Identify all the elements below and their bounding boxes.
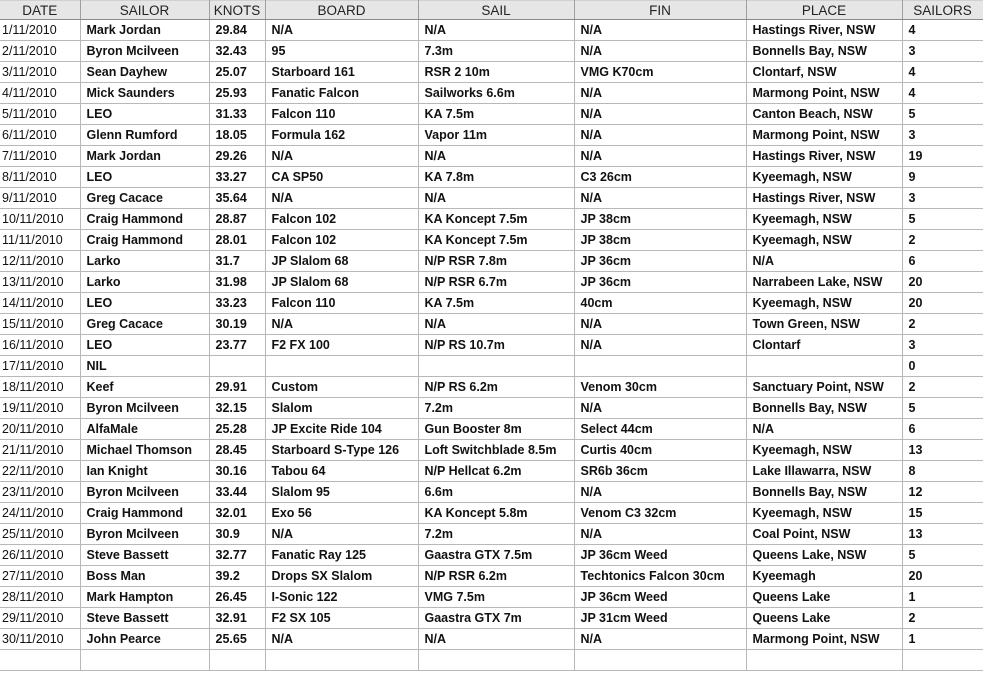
cell-fin[interactable]: N/A [574,398,746,419]
table-row[interactable] [0,209,983,230]
cell-board[interactable]: N/A [265,20,418,41]
table-row[interactable] [0,41,983,62]
cell-sailor[interactable]: Larko [80,251,209,272]
cell-sail[interactable]: N/P RS 10.7m [418,335,574,356]
cell-sailor[interactable]: Sean Dayhew [80,62,209,83]
cell-board[interactable]: Exo 56 [265,503,418,524]
column-header-knots[interactable]: KNOTS [209,1,265,20]
cell-board[interactable]: Slalom 95 [265,482,418,503]
cell-sail[interactable]: 7.2m [418,398,574,419]
cell-board[interactable]: Drops SX Slalom [265,566,418,587]
cell-place[interactable]: Hastings River, NSW [746,20,902,41]
cell-sailors[interactable]: 4 [902,20,983,41]
cell-date[interactable]: 29/11/2010 [0,608,80,629]
cell-board[interactable]: N/A [265,524,418,545]
cell-sailor[interactable]: John Pearce [80,629,209,650]
cell-sailor[interactable]: Keef [80,377,209,398]
cell-fin[interactable]: JP 38cm [574,230,746,251]
cell-sailors[interactable]: 8 [902,461,983,482]
cell-fin[interactable]: C3 26cm [574,167,746,188]
cell-place[interactable]: Town Green, NSW [746,314,902,335]
cell-knots[interactable]: 31.98 [209,272,265,293]
cell-date[interactable]: 15/11/2010 [0,314,80,335]
cell-sailors[interactable]: 3 [902,125,983,146]
cell-sail[interactable]: 6.6m [418,482,574,503]
cell-sail[interactable]: KA Koncept 5.8m [418,503,574,524]
cell-sailor[interactable]: Craig Hammond [80,503,209,524]
cell-knots[interactable]: 30.16 [209,461,265,482]
cell-place[interactable]: Kyeemagh, NSW [746,503,902,524]
empty-cell[interactable] [418,650,574,671]
cell-sail[interactable]: VMG 7.5m [418,587,574,608]
cell-board[interactable]: JP Excite Ride 104 [265,419,418,440]
cell-sail[interactable]: N/A [418,314,574,335]
cell-place[interactable]: Queens Lake [746,608,902,629]
table-row[interactable] [0,293,983,314]
cell-sailor[interactable]: Boss Man [80,566,209,587]
cell-sail[interactable]: KA 7.5m [418,293,574,314]
table-row[interactable] [0,272,983,293]
cell-fin[interactable]: 40cm [574,293,746,314]
cell-sailor[interactable]: Glenn Rumford [80,125,209,146]
cell-board[interactable]: N/A [265,188,418,209]
cell-place[interactable]: Marmong Point, NSW [746,83,902,104]
cell-sailor[interactable]: LEO [80,167,209,188]
column-header-sailor[interactable]: SAILOR [80,1,209,20]
empty-cell[interactable] [209,650,265,671]
cell-sailor[interactable]: AlfaMale [80,419,209,440]
cell-knots[interactable]: 31.33 [209,104,265,125]
cell-board[interactable]: N/A [265,314,418,335]
cell-board[interactable]: Falcon 110 [265,293,418,314]
cell-board[interactable]: Falcon 102 [265,209,418,230]
cell-date[interactable]: 28/11/2010 [0,587,80,608]
cell-sailor[interactable]: Byron Mcilveen [80,482,209,503]
cell-date[interactable]: 9/11/2010 [0,188,80,209]
table-row[interactable] [0,188,983,209]
cell-place[interactable]: Bonnells Bay, NSW [746,482,902,503]
table-row[interactable] [0,419,983,440]
cell-knots[interactable]: 32.15 [209,398,265,419]
cell-board[interactable]: 95 [265,41,418,62]
cell-fin[interactable]: Techtonics Falcon 30cm [574,566,746,587]
empty-cell[interactable] [574,650,746,671]
cell-board[interactable]: JP Slalom 68 [265,272,418,293]
cell-place[interactable]: Canton Beach, NSW [746,104,902,125]
cell-place[interactable]: Marmong Point, NSW [746,125,902,146]
table-row[interactable] [0,356,983,377]
column-header-place[interactable]: PLACE [746,1,902,20]
column-header-board[interactable]: BOARD [265,1,418,20]
cell-date[interactable]: 30/11/2010 [0,629,80,650]
column-header-fin[interactable]: FIN [574,1,746,20]
cell-fin[interactable]: N/A [574,629,746,650]
cell-sail[interactable]: N/A [418,188,574,209]
cell-sail[interactable]: KA 7.5m [418,104,574,125]
cell-place[interactable]: Narrabeen Lake, NSW [746,272,902,293]
cell-date[interactable]: 18/11/2010 [0,377,80,398]
cell-sail[interactable]: Gaastra GTX 7.5m [418,545,574,566]
cell-fin[interactable]: N/A [574,104,746,125]
table-row[interactable] [0,566,983,587]
cell-sailors[interactable]: 6 [902,419,983,440]
cell-board[interactable]: Fanatic Falcon [265,83,418,104]
cell-place[interactable]: Kyeemagh, NSW [746,209,902,230]
cell-sailor[interactable]: Mick Saunders [80,83,209,104]
cell-fin[interactable]: JP 38cm [574,209,746,230]
cell-place[interactable]: Kyeemagh, NSW [746,167,902,188]
cell-sailors[interactable]: 20 [902,272,983,293]
cell-sailor[interactable]: Mark Jordan [80,20,209,41]
empty-cell[interactable] [265,650,418,671]
cell-sail[interactable]: N/A [418,20,574,41]
cell-place[interactable]: Kyeemagh, NSW [746,440,902,461]
cell-fin[interactable]: N/A [574,188,746,209]
cell-sailor[interactable]: LEO [80,293,209,314]
cell-board[interactable] [265,356,418,377]
cell-knots[interactable]: 30.19 [209,314,265,335]
cell-date[interactable]: 26/11/2010 [0,545,80,566]
cell-sailors[interactable]: 3 [902,335,983,356]
cell-place[interactable]: Kyeemagh, NSW [746,230,902,251]
cell-knots[interactable]: 25.07 [209,62,265,83]
table-row[interactable] [0,314,983,335]
cell-knots[interactable]: 32.91 [209,608,265,629]
cell-fin[interactable]: JP 36cm [574,251,746,272]
cell-fin[interactable]: Venom C3 32cm [574,503,746,524]
cell-knots[interactable]: 32.01 [209,503,265,524]
cell-fin[interactable]: Venom 30cm [574,377,746,398]
cell-sailors[interactable]: 1 [902,587,983,608]
cell-place[interactable]: N/A [746,251,902,272]
table-row[interactable] [0,524,983,545]
cell-knots[interactable]: 28.45 [209,440,265,461]
cell-place[interactable]: Bonnells Bay, NSW [746,398,902,419]
cell-fin[interactable]: N/A [574,83,746,104]
cell-sailors[interactable]: 0 [902,356,983,377]
cell-sailors[interactable]: 4 [902,62,983,83]
cell-sailor[interactable]: Greg Cacace [80,314,209,335]
table-row[interactable] [0,587,983,608]
cell-board[interactable]: Formula 162 [265,125,418,146]
cell-date[interactable]: 25/11/2010 [0,524,80,545]
cell-board[interactable]: I-Sonic 122 [265,587,418,608]
cell-sail[interactable] [418,356,574,377]
cell-fin[interactable]: Curtis 40cm [574,440,746,461]
cell-knots[interactable]: 28.87 [209,209,265,230]
cell-place[interactable]: Kyeemagh [746,566,902,587]
cell-board[interactable]: Starboard 161 [265,62,418,83]
cell-place[interactable]: Queens Lake [746,587,902,608]
cell-fin[interactable]: JP 36cm Weed [574,587,746,608]
cell-date[interactable]: 5/11/2010 [0,104,80,125]
cell-sailors[interactable]: 13 [902,524,983,545]
cell-sail[interactable]: N/A [418,146,574,167]
cell-knots[interactable]: 30.9 [209,524,265,545]
cell-sailor[interactable]: Craig Hammond [80,209,209,230]
cell-place[interactable]: Sanctuary Point, NSW [746,377,902,398]
cell-knots[interactable]: 33.44 [209,482,265,503]
table-row[interactable] [0,608,983,629]
cell-sail[interactable]: 7.3m [418,41,574,62]
cell-knots[interactable] [209,356,265,377]
cell-sailor[interactable]: Steve Bassett [80,608,209,629]
cell-knots[interactable]: 33.27 [209,167,265,188]
cell-sailors[interactable]: 5 [902,209,983,230]
cell-sailors[interactable]: 3 [902,188,983,209]
cell-sailor[interactable]: NIL [80,356,209,377]
cell-sailors[interactable]: 2 [902,377,983,398]
cell-date[interactable]: 11/11/2010 [0,230,80,251]
cell-board[interactable]: N/A [265,146,418,167]
cell-fin[interactable]: JP 31cm Weed [574,608,746,629]
cell-knots[interactable]: 31.7 [209,251,265,272]
cell-date[interactable]: 21/11/2010 [0,440,80,461]
empty-cell[interactable] [902,650,983,671]
cell-fin[interactable]: N/A [574,20,746,41]
cell-place[interactable]: Kyeemagh, NSW [746,293,902,314]
cell-sailor[interactable]: Greg Cacace [80,188,209,209]
cell-sailors[interactable]: 5 [902,398,983,419]
cell-fin[interactable] [574,356,746,377]
cell-date[interactable]: 12/11/2010 [0,251,80,272]
cell-sailors[interactable]: 4 [902,83,983,104]
cell-date[interactable]: 27/11/2010 [0,566,80,587]
table-row[interactable] [0,335,983,356]
cell-sail[interactable]: Sailworks 6.6m [418,83,574,104]
cell-board[interactable]: F2 FX 100 [265,335,418,356]
table-row[interactable] [0,104,983,125]
cell-knots[interactable]: 35.64 [209,188,265,209]
table-row[interactable] [0,230,983,251]
cell-sailors[interactable]: 9 [902,167,983,188]
cell-board[interactable]: Slalom [265,398,418,419]
table-row[interactable] [0,629,983,650]
cell-board[interactable]: N/A [265,629,418,650]
table-row[interactable] [0,20,983,41]
column-header-sail[interactable]: SAIL [418,1,574,20]
cell-fin[interactable]: N/A [574,41,746,62]
cell-place[interactable]: N/A [746,419,902,440]
cell-board[interactable]: Fanatic Ray 125 [265,545,418,566]
cell-place[interactable]: Bonnells Bay, NSW [746,41,902,62]
cell-place[interactable]: Clontarf [746,335,902,356]
cell-sail[interactable]: KA 7.8m [418,167,574,188]
cell-sailor[interactable]: Mark Jordan [80,146,209,167]
cell-knots[interactable]: 29.91 [209,377,265,398]
cell-date[interactable]: 14/11/2010 [0,293,80,314]
cell-fin[interactable]: JP 36cm [574,272,746,293]
table-row[interactable] [0,251,983,272]
table-row[interactable] [0,62,983,83]
cell-date[interactable]: 7/11/2010 [0,146,80,167]
cell-sail[interactable]: 7.2m [418,524,574,545]
cell-knots[interactable]: 25.93 [209,83,265,104]
cell-place[interactable]: Marmong Point, NSW [746,629,902,650]
table-row[interactable] [0,146,983,167]
cell-sailors[interactable]: 5 [902,104,983,125]
cell-fin[interactable]: JP 36cm Weed [574,545,746,566]
cell-sail[interactable]: Vapor 11m [418,125,574,146]
cell-date[interactable]: 19/11/2010 [0,398,80,419]
cell-board[interactable]: Falcon 110 [265,104,418,125]
cell-board[interactable]: Falcon 102 [265,230,418,251]
cell-knots[interactable]: 25.65 [209,629,265,650]
cell-sailors[interactable]: 20 [902,566,983,587]
cell-sailor[interactable]: LEO [80,104,209,125]
cell-knots[interactable]: 32.77 [209,545,265,566]
cell-knots[interactable]: 32.43 [209,41,265,62]
header-row [0,1,983,20]
cell-sailors[interactable]: 13 [902,440,983,461]
table-row[interactable] [0,125,983,146]
cell-knots[interactable]: 33.23 [209,293,265,314]
table-row[interactable] [0,398,983,419]
cell-knots[interactable]: 26.45 [209,587,265,608]
cell-knots[interactable]: 25.28 [209,419,265,440]
cell-fin[interactable]: N/A [574,524,746,545]
cell-place[interactable]: Hastings River, NSW [746,146,902,167]
cell-date[interactable]: 17/11/2010 [0,356,80,377]
table-row[interactable] [0,503,983,524]
cell-sailors[interactable]: 20 [902,293,983,314]
cell-date[interactable]: 2/11/2010 [0,41,80,62]
table-row[interactable] [0,482,983,503]
cell-knots[interactable]: 28.01 [209,230,265,251]
cell-knots[interactable]: 18.05 [209,125,265,146]
cell-date[interactable]: 13/11/2010 [0,272,80,293]
cell-sailor[interactable]: Mark Hampton [80,587,209,608]
cell-date[interactable]: 23/11/2010 [0,482,80,503]
cell-sailors[interactable]: 5 [902,545,983,566]
cell-date[interactable]: 24/11/2010 [0,503,80,524]
table-body [0,20,983,671]
empty-cell[interactable] [80,650,209,671]
cell-date[interactable]: 20/11/2010 [0,419,80,440]
cell-sailors[interactable]: 6 [902,251,983,272]
cell-date[interactable]: 10/11/2010 [0,209,80,230]
new-record-row[interactable] [0,650,983,671]
cell-knots[interactable]: 23.77 [209,335,265,356]
cell-sailor[interactable]: Craig Hammond [80,230,209,251]
cell-sail[interactable]: Gaastra GTX 7m [418,608,574,629]
table-row[interactable] [0,545,983,566]
cell-sailors[interactable]: 1 [902,629,983,650]
cell-sail[interactable]: N/P RSR 6.7m [418,272,574,293]
cell-sailor[interactable]: Larko [80,272,209,293]
cell-place[interactable]: Queens Lake, NSW [746,545,902,566]
cell-date[interactable]: 16/11/2010 [0,335,80,356]
cell-sailors[interactable]: 15 [902,503,983,524]
cell-fin[interactable]: N/A [574,482,746,503]
cell-sailors[interactable]: 3 [902,41,983,62]
cell-sailor[interactable]: Steve Bassett [80,545,209,566]
cell-sail[interactable]: KA Koncept 7.5m [418,209,574,230]
cell-date[interactable]: 4/11/2010 [0,83,80,104]
cell-fin[interactable]: SR6b 36cm [574,461,746,482]
cell-sailor[interactable]: Byron Mcilveen [80,398,209,419]
cell-place[interactable]: Hastings River, NSW [746,188,902,209]
cell-date[interactable]: 1/11/2010 [0,20,80,41]
cell-fin[interactable]: N/A [574,146,746,167]
cell-fin[interactable]: N/A [574,335,746,356]
cell-place[interactable]: Clontarf, NSW [746,62,902,83]
cell-knots[interactable]: 29.84 [209,20,265,41]
column-header-date[interactable]: DATE [0,1,80,20]
cell-sail[interactable]: Gun Booster 8m [418,419,574,440]
cell-sailor[interactable]: Ian Knight [80,461,209,482]
cell-sailor[interactable]: Byron Mcilveen [80,524,209,545]
cell-board[interactable]: CA SP50 [265,167,418,188]
cell-sailor[interactable]: Byron Mcilveen [80,41,209,62]
cell-sailor[interactable]: LEO [80,335,209,356]
empty-cell[interactable] [746,650,902,671]
cell-date[interactable]: 8/11/2010 [0,167,80,188]
cell-sail[interactable]: Loft Switchblade 8.5m [418,440,574,461]
cell-board[interactable]: Custom [265,377,418,398]
table-row[interactable] [0,377,983,398]
cell-place[interactable]: Lake Illawarra, NSW [746,461,902,482]
cell-sail[interactable]: N/P RSR 7.8m [418,251,574,272]
cell-sailors[interactable]: 12 [902,482,983,503]
cell-board[interactable]: JP Slalom 68 [265,251,418,272]
cell-fin[interactable]: Select 44cm [574,419,746,440]
column-header-sailors[interactable]: SAILORS [902,1,983,20]
cell-sailors[interactable]: 19 [902,146,983,167]
cell-board[interactable]: Starboard S-Type 126 [265,440,418,461]
table-row[interactable] [0,167,983,188]
cell-sail[interactable]: N/P Hellcat 6.2m [418,461,574,482]
cell-date[interactable]: 22/11/2010 [0,461,80,482]
cell-place[interactable]: Coal Point, NSW [746,524,902,545]
cell-sail[interactable]: KA Koncept 7.5m [418,230,574,251]
cell-knots[interactable]: 29.26 [209,146,265,167]
cell-place[interactable] [746,356,902,377]
cell-fin[interactable]: N/A [574,314,746,335]
cell-board[interactable]: Tabou 64 [265,461,418,482]
cell-fin[interactable]: VMG K70cm [574,62,746,83]
table-row[interactable] [0,83,983,104]
cell-sailors[interactable]: 2 [902,230,983,251]
cell-fin[interactable]: N/A [574,125,746,146]
cell-sailors[interactable]: 2 [902,608,983,629]
cell-knots[interactable]: 39.2 [209,566,265,587]
cell-sail[interactable]: N/P RSR 6.2m [418,566,574,587]
cell-sailors[interactable]: 2 [902,314,983,335]
cell-board[interactable]: F2 SX 105 [265,608,418,629]
cell-date[interactable]: 3/11/2010 [0,62,80,83]
cell-sailor[interactable]: Michael Thomson [80,440,209,461]
cell-sail[interactable]: N/A [418,629,574,650]
table-row[interactable] [0,440,983,461]
empty-cell[interactable] [0,650,80,671]
cell-sail[interactable]: RSR 2 10m [418,62,574,83]
cell-date[interactable]: 6/11/2010 [0,125,80,146]
table-row[interactable] [0,461,983,482]
cell-sail[interactable]: N/P RS 6.2m [418,377,574,398]
